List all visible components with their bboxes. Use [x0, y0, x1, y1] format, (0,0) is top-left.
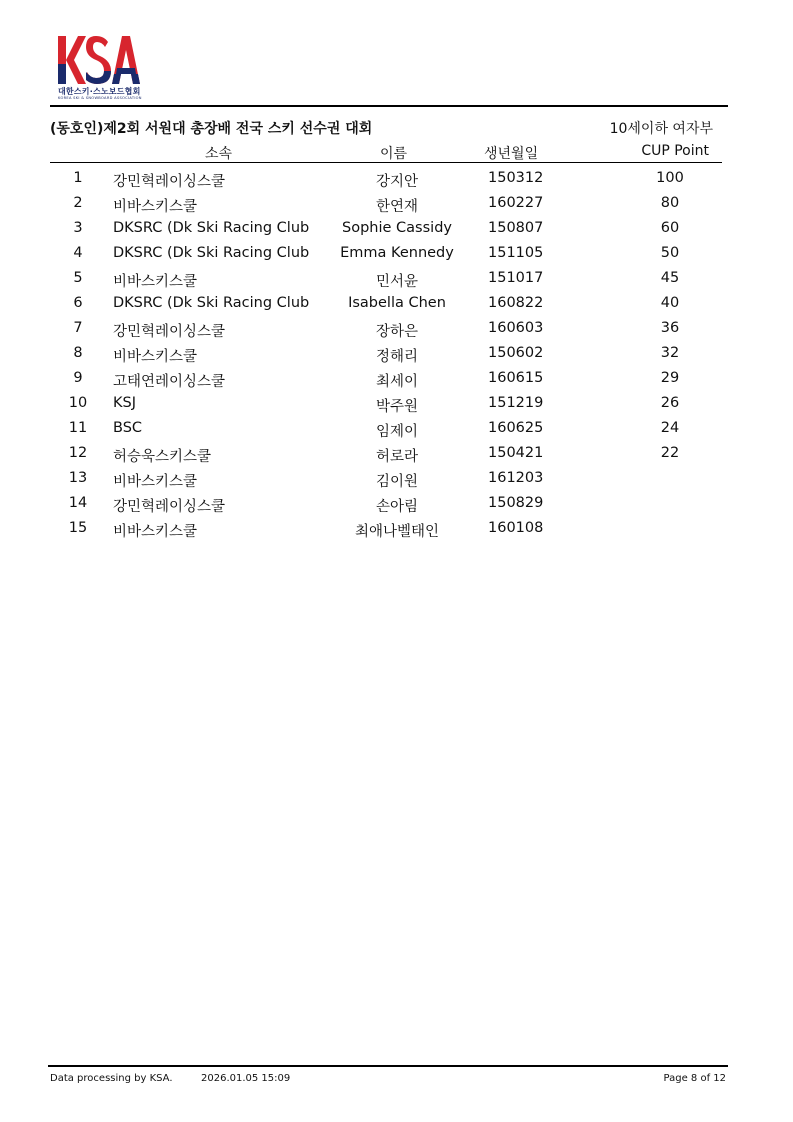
club-cell: 비바스키스쿨 [113, 274, 198, 290]
name-cell: 김이원 [375, 474, 419, 490]
table-row [0, 420, 793, 445]
birth-cell: 160615 [488, 370, 544, 386]
birth-cell: 160822 [488, 295, 544, 311]
name-cell: 강지안 [375, 174, 419, 190]
table-row [0, 395, 793, 420]
birth-cell: 160227 [488, 195, 544, 211]
header-divider [50, 162, 722, 163]
points-cell: 29 [660, 370, 680, 386]
birth-cell: 150829 [488, 495, 544, 511]
club-cell: 강민혁레이싱스쿨 [113, 499, 226, 515]
logo-org-korean: 대한스키·스노보드협회 [58, 87, 141, 96]
rank-cell: 9 [73, 370, 83, 386]
points-cell: 26 [660, 395, 680, 411]
club-cell: 비바스키스쿨 [113, 474, 198, 490]
table-row [0, 495, 793, 520]
name-cell: Sophie Cassidy [342, 220, 452, 236]
rank-cell: 6 [73, 295, 83, 311]
birth-cell: 151219 [488, 395, 544, 411]
name-cell: 임제이 [375, 424, 419, 440]
rank-cell: 8 [73, 345, 83, 361]
club-cell: DKSRC (Dk Ski Racing Club [113, 295, 310, 311]
table-row [0, 520, 793, 545]
name-cell: 박주원 [375, 399, 419, 415]
points-cell: 22 [660, 445, 680, 461]
column-header-cup-point: CUP Point [641, 143, 709, 159]
rank-cell: 1 [73, 170, 83, 186]
column-header-name: 이름 [380, 146, 408, 162]
table-row [0, 220, 793, 245]
footer-divider [48, 1065, 728, 1067]
club-cell: 허승욱스키스쿨 [113, 449, 212, 465]
points-cell: 32 [660, 345, 680, 361]
birth-cell: 150312 [488, 170, 544, 186]
birth-cell: 151017 [488, 270, 544, 286]
birth-cell: 160603 [488, 320, 544, 336]
points-cell: 60 [660, 220, 680, 236]
birth-cell: 160108 [488, 520, 544, 536]
logo-org-english: KOREA SKI & SNOWBOARD ASSOCIATION [58, 96, 142, 100]
footer-credit: Data processing by KSA. [50, 1073, 173, 1084]
points-cell: 50 [660, 245, 680, 261]
club-cell: DKSRC (Dk Ski Racing Club [113, 220, 310, 236]
rank-cell: 13 [68, 470, 88, 486]
name-cell: 허로라 [375, 449, 419, 465]
ksa-logo [56, 34, 146, 104]
club-cell: 비바스키스쿨 [113, 349, 198, 365]
ksa-logo-mark [56, 34, 140, 86]
name-cell: Emma Kennedy [340, 245, 454, 261]
rank-cell: 10 [68, 395, 88, 411]
club-cell: 고태연레이싱스쿨 [113, 374, 226, 390]
birth-cell: 161203 [488, 470, 544, 486]
name-cell: 민서윤 [375, 274, 419, 290]
points-cell: 36 [660, 320, 680, 336]
table-row [0, 170, 793, 195]
club-cell: BSC [113, 420, 143, 436]
column-header-birth: 생년월일 [484, 146, 539, 162]
club-cell: DKSRC (Dk Ski Racing Club [113, 245, 310, 261]
category-label: 10세이하 여자부 [609, 121, 713, 137]
birth-cell: 151105 [488, 245, 544, 261]
rank-cell: 4 [73, 245, 83, 261]
points-cell: 24 [660, 420, 680, 436]
table-row [0, 270, 793, 295]
birth-cell: 160625 [488, 420, 544, 436]
top-divider [50, 105, 728, 107]
table-row [0, 345, 793, 370]
rank-cell: 5 [73, 270, 83, 286]
column-header-club: 소속 [205, 146, 233, 162]
rank-cell: 7 [73, 320, 83, 336]
footer-datetime: 2026.01.05 15:09 [201, 1073, 291, 1084]
table-row [0, 245, 793, 270]
club-cell: 강민혁레이싱스쿨 [113, 324, 226, 340]
table-row [0, 470, 793, 495]
name-cell: 최세이 [375, 374, 419, 390]
rank-cell: 15 [68, 520, 88, 536]
table-row [0, 370, 793, 395]
birth-cell: 150807 [488, 220, 544, 236]
name-cell: 최애나벨태인 [354, 524, 440, 540]
birth-cell: 150421 [488, 445, 544, 461]
rank-cell: 12 [68, 445, 88, 461]
rank-cell: 11 [68, 420, 88, 436]
points-cell: 100 [656, 170, 684, 186]
club-cell: 비바스키스쿨 [113, 524, 198, 540]
club-cell: 비바스키스쿨 [113, 199, 198, 215]
club-cell: 강민혁레이싱스쿨 [113, 174, 226, 190]
table-row [0, 445, 793, 470]
competition-title: (동호인)제2회 서원대 총장배 전국 스키 선수권 대회 [50, 121, 373, 137]
page-number: Page 8 of 12 [663, 1073, 726, 1084]
name-cell: 한연재 [375, 199, 419, 215]
name-cell: Isabella Chen [348, 295, 446, 311]
table-row [0, 320, 793, 345]
rank-cell: 2 [73, 195, 83, 211]
name-cell: 정해리 [375, 349, 419, 365]
table-row [0, 195, 793, 220]
rank-cell: 14 [68, 495, 88, 511]
points-cell: 40 [660, 295, 680, 311]
rank-cell: 3 [73, 220, 83, 236]
club-cell: KSJ [113, 395, 136, 411]
points-cell: 80 [660, 195, 680, 211]
name-cell: 손아림 [375, 499, 419, 515]
name-cell: 장하은 [375, 324, 419, 340]
points-cell: 45 [660, 270, 680, 286]
table-row [0, 295, 793, 320]
birth-cell: 150602 [488, 345, 544, 361]
